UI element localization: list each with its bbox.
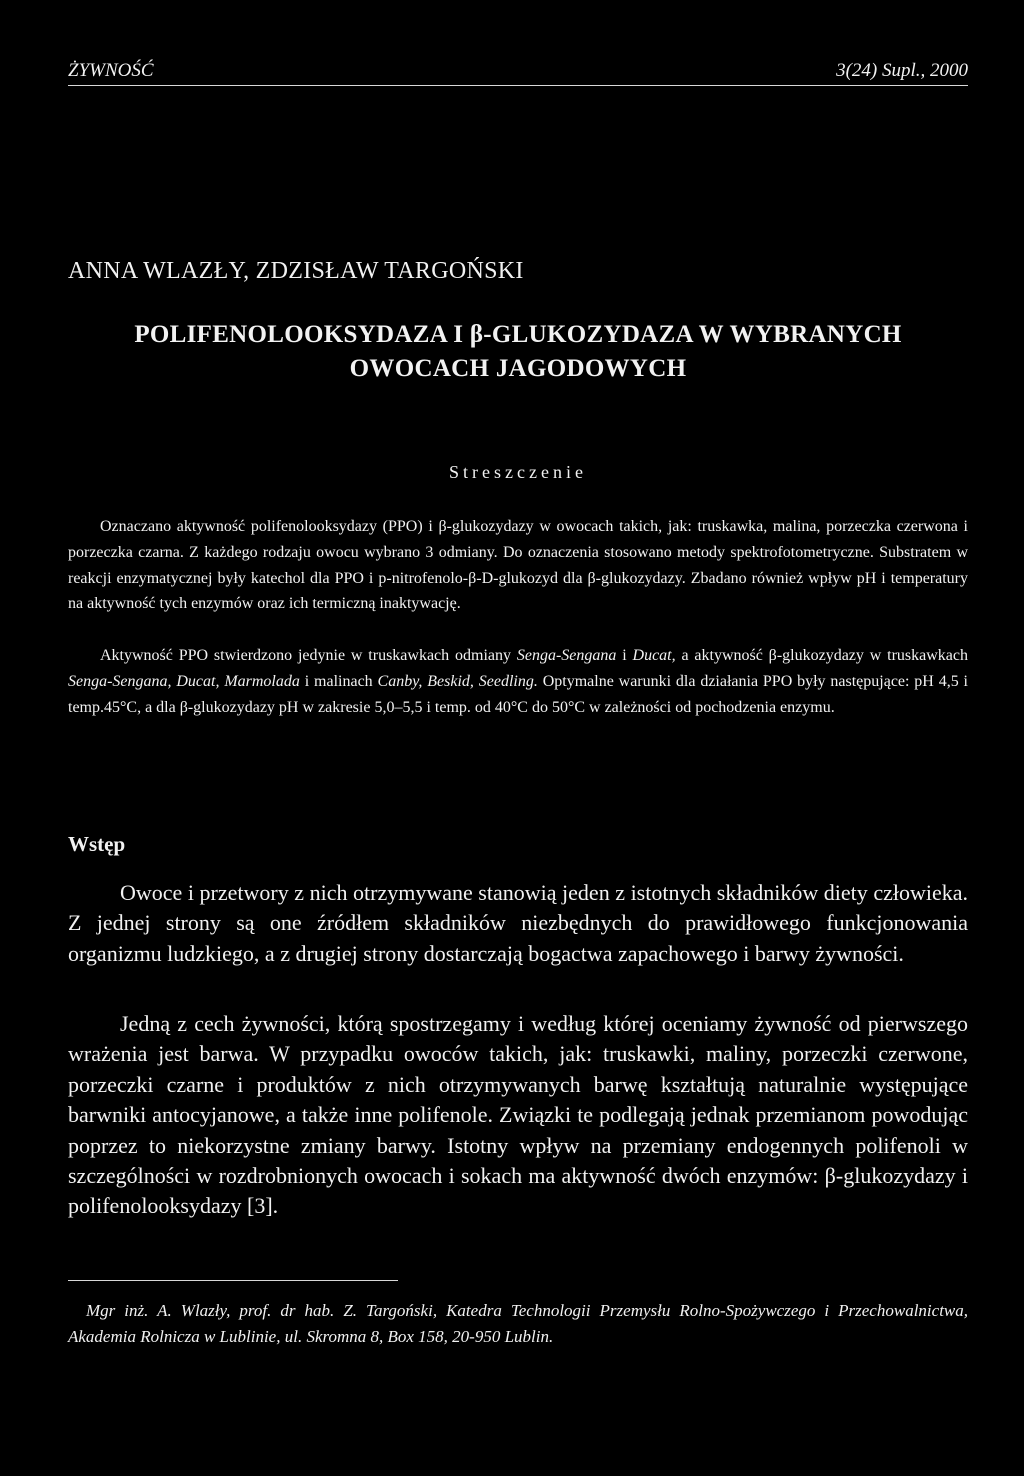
- abstract-paragraph-1: Oznaczano aktywność polifenolooksydazy (PPO) i β-glukozydazy w owocach takich, jak: truskawka, malina, porzeczka czerwona i porzeczka czarna. Z każdego rodzaju owocu wybrano 3 odmiany. Do oznaczenia stosowano metody spektrofotometryczne. Substratem w reakcji enzymatycznej były katechol dla PPO i p-nitrofenolo-β-D-glukozyd dla β-glukozydazy. Zbadano również wpływ pH i temperatury na aktywność tych enzymów oraz ich termiczną inaktywację.: [68, 518, 968, 613]
- abstract-p2-text-d: i malinach: [299, 672, 378, 690]
- abstract-p2-text-c: a aktywność β-glukozydazy w truskawkach: [675, 647, 969, 664]
- title-line-1: POLIFENOLOOKSYDAZA I β-GLUKOZYDAZA W WYBRANYCH: [134, 321, 902, 348]
- journal-name: ŻYWNOŚĆ: [68, 60, 154, 81]
- body-paragraph-1: Owoce i przetwory z nich otrzymywane stanowią jeden z istotnych składników diety człowieka. Z jednej strony są one źródłem składników niezbędnych do prawidłowego funkcjonowania organizmu ludzkiego, a z drugiej strony dostarczają bogactwa zapachowego i barwy żywności.: [68, 880, 968, 966]
- issue-info: 3(24) Supl., 2000: [836, 60, 968, 81]
- footnote-rule: [68, 1280, 398, 1281]
- abstract-heading: Streszczenie: [449, 462, 587, 482]
- cultivars-raspberry: Canby, Beskid, Seedling.: [377, 672, 538, 690]
- cultivar-ducat: Ducat,: [632, 647, 676, 664]
- header-rule: [68, 85, 968, 86]
- article-authors: ANNA WLAZŁY, ZDZISŁAW TARGOŃSKI: [68, 258, 524, 284]
- abstract-p2-text-e: Optymalne warunki dla działania PPO były następujące: pH 4,5 i temp.45°C, a dla β-glukozydazy pH w zakresie 5,0–5,5 i temp. od 40°C do 50°C w zależności od pochodzenia enzymu.: [68, 672, 969, 716]
- author-affiliation-footnote: Mgr inż. A. Wlazły, prof. dr hab. Z. Targoński, Katedra Technologii Przemysłu Rolno-Spożywczego i Przechowalnictwa, Akademia Rolnicza w Lublinie, ul. Skromna 8, Box 158, 20-950 Lublin.: [68, 1301, 968, 1346]
- section-heading: Wstęp: [68, 832, 126, 856]
- abstract-p2-text-a: Aktywność PPO stwierdzono jedynie w truskawkach odmiany: [100, 647, 517, 664]
- cultivars-strawberry: Senga-Sengana, Ducat, Marmolada: [68, 672, 300, 690]
- title-line-2: OWOCACH JAGODOWYCH: [349, 355, 687, 382]
- body-paragraph-2: Jedną z cech żywności, którą spostrzegamy i według której oceniamy żywność od pierwszego wrażenia jest barwa. W przypadku owoców takich, jak: truskawki, maliny, porzeczki czerwone, porzeczki czarne i produktów z nich otrzymywanych barwę kształtują naturalnie występujące barwniki antocyjanowe, a także inne polifenole. Związki te podlegają jednak przemianom powodując poprzez to niekorzystne zmiany barwy. Istotny wpływ na przemiany endogennych polifenoli w szczególności w rozdrobnionych owocach i sokach ma aktywność dwóch enzymów: β-glukozydazy i polifenolooksydazy [3].: [68, 1011, 968, 1219]
- article-title: [68, 318, 968, 386]
- cultivar-senga-sengana: Senga-Sengana: [516, 647, 617, 664]
- abstract-paragraph-2: [68, 643, 968, 720]
- abstract-p2-text-b: i: [616, 647, 633, 664]
